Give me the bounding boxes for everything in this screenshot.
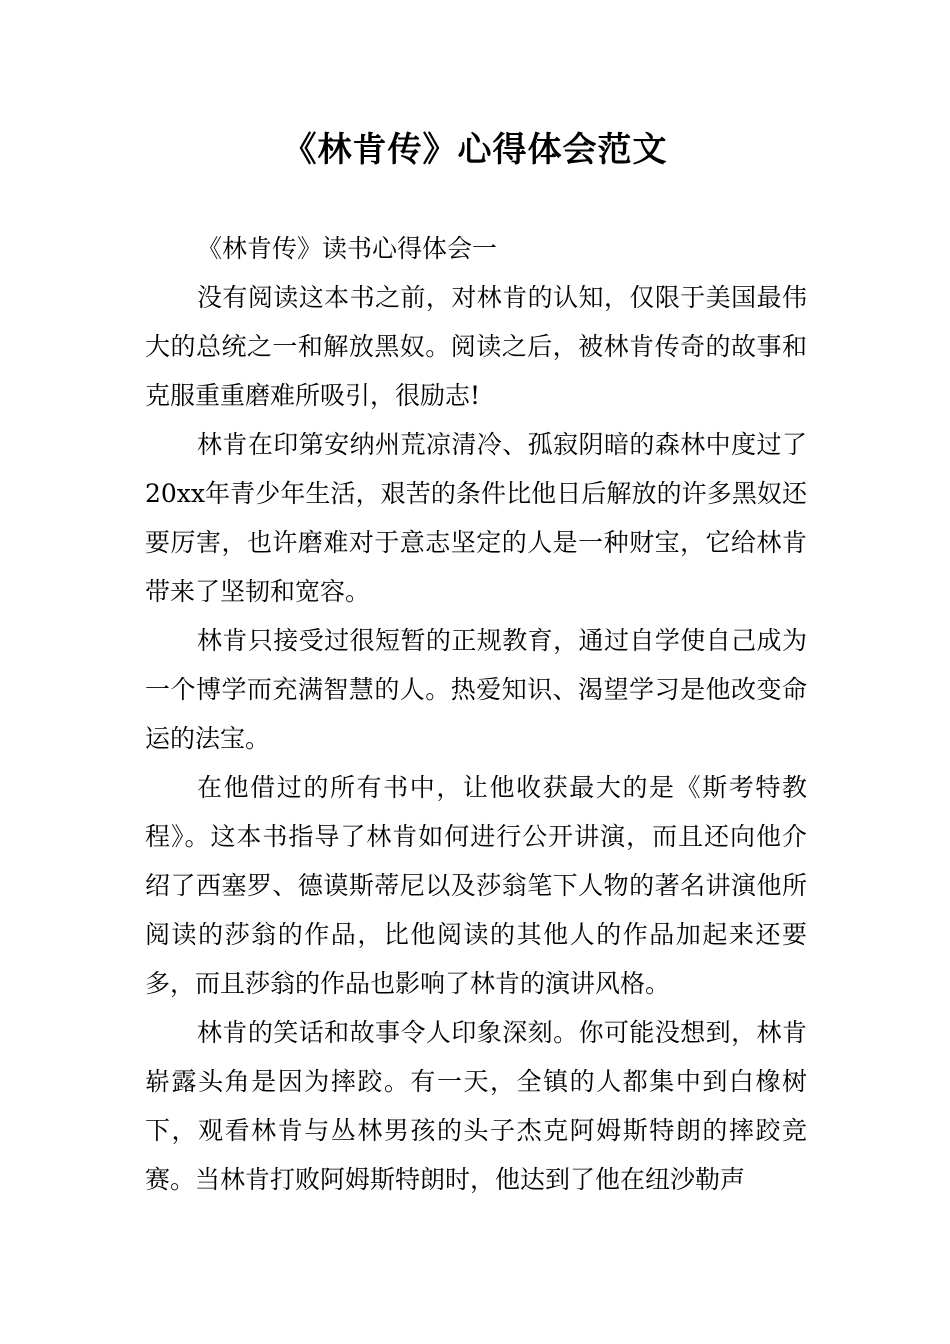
paragraph: 没有阅读这本书之前，对林肯的认知，仅限于美国最伟大的总统之一和解放黑奴。阅读之后，被林肯传奇的故事和克服重重磨难所吸引，很励志! bbox=[145, 283, 807, 410]
document-body bbox=[145, 224, 807, 1204]
document-title: 《林肯传》心得体会范文 bbox=[282, 130, 668, 170]
paragraph: 在他借过的所有书中，让他收获最大的是《斯考特教程》。这本书指导了林肯如何进行公开讲演，而且还向他介绍了西塞罗、德谟斯蒂尼以及莎翁笔下人物的著名讲演他所阅读的莎翁的作品，比他阅读的其他人的作品加起来还要多，而且莎翁的作品也影响了林肯的演讲风格。 bbox=[145, 773, 807, 998]
paragraph: 林肯只接受过很短暂的正规教育，通过自学使自己成为一个博学而充满智慧的人。热爱知识、渴望学习是他改变命运的法宝。 bbox=[145, 626, 807, 753]
paragraph: 林肯的笑话和故事令人印象深刻。你可能没想到，林肯崭露头角是因为摔跤。有一天，全镇的人都集中到白橡树下，观看林肯与丛林男孩的头子杰克阿姆斯特朗的摔跤竞赛。当林肯打败阿姆斯特朗时，他达到了他在纽沙勒声 bbox=[145, 1018, 807, 1194]
paragraph-subtitle: 《林肯传》读书心得体会一 bbox=[197, 234, 498, 263]
paragraph: 林肯在印第安纳州荒凉清冷、孤寂阴暗的森林中度过了20xx年青少年生活，艰苦的条件比他日后解放的许多黑奴还要厉害，也许磨难对于意志坚定的人是一种财宝，它给林肯带来了坚韧和宽容。 bbox=[145, 430, 807, 606]
